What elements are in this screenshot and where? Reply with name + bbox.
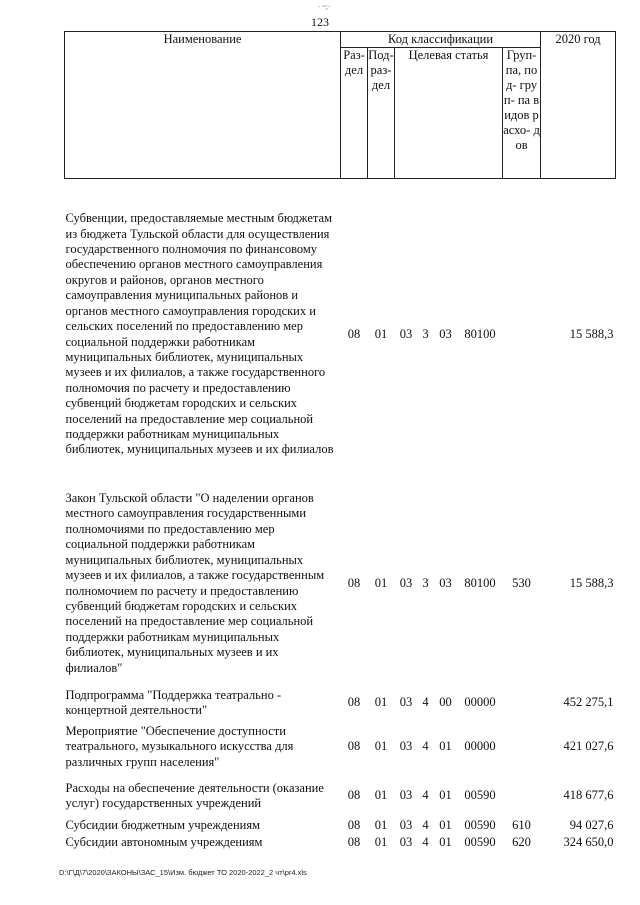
row-razdel: 08: [347, 326, 361, 341]
row-podrazdel: 01: [374, 835, 388, 850]
row-t1: 03: [399, 575, 413, 590]
row-name: Мероприятие "Обеспечение доступности театрального, музыкального искусства для различных групп населения": [65, 723, 294, 769]
row-amount: 324 650,0: [563, 835, 614, 850]
row-t4: 00000: [464, 739, 496, 754]
table-row: [65, 818, 616, 835]
row-t1: 03: [399, 835, 413, 850]
row-t2: 4: [422, 788, 429, 803]
row-vid: [503, 189, 541, 481]
row-razdel: 08: [347, 788, 361, 803]
row-razdel: 08: [347, 695, 361, 710]
row-t3: 01: [439, 788, 452, 803]
row-vid: [503, 687, 541, 720]
header-section: Раз- дел: [341, 48, 368, 179]
table-row: [65, 835, 616, 852]
row-t2: 4: [422, 739, 429, 754]
row-t4: 00590: [464, 788, 496, 803]
row-t2: 3: [422, 326, 429, 341]
scan-mark: · ~;·: [318, 3, 331, 11]
row-podrazdel: 01: [374, 695, 388, 710]
table-header: [65, 32, 616, 179]
row-t4: 80100: [464, 326, 496, 341]
row-t1: 03: [399, 818, 413, 833]
row-name: Расходы на обеспечение деятельности (оказание услуг) государственных учреждений: [65, 780, 324, 810]
row-name: Субсидии бюджетным учреждениям: [65, 818, 261, 833]
row-name: Субвенции, предоставляемые местным бюджетам из бюджета Тульской области для осуществления государственного полномочия по финансовому обеспечению органов местного самоуправления округов и районов, органов местного самоуправления муниципальных районов и органов местного самоуправления городских и сельских поселений по предоставлению мер социальной поддержки работникам муниципальных библиотек, муниципальных музеев и их филиалов, а также государственного полномочия по расчету и предоставлению субвенций бюджетам городских и сельских поселений на предоставление мер социальной поддержки работникам муниципальных библиотек, муниципальных музеев и их филиалов: [65, 211, 334, 457]
row-razdel: 08: [347, 575, 361, 590]
row-amount: 94 027,6: [569, 818, 614, 833]
table-body: [65, 179, 616, 852]
row-podrazdel: 01: [374, 818, 388, 833]
budget-table: [64, 31, 616, 852]
row-amount: 418 677,6: [563, 788, 614, 803]
row-podrazdel: 01: [374, 326, 388, 341]
row-name: Закон Тульской области "О наделении органов местного самоуправления государственными полномочиями по предоставлению мер социальной поддержки работникам муниципальных библиотек, муниципальных музеев и их филиалов, а также государственным полномочием по расчету и предоставлению субвенций бюджетам городских и сельских поселений на предоставление мер социальной поддержки работникам муниципальных библиотек, муниципальных музеев и их филиалов": [65, 491, 325, 675]
row-t1: 03: [399, 695, 413, 710]
table-row: [65, 189, 616, 481]
row-vid: 530: [512, 575, 531, 590]
row-t3: 01: [439, 818, 452, 833]
table-row: [65, 481, 616, 687]
row-vid: [503, 775, 541, 818]
row-name: Подпрограмма "Поддержка театрально - концертной деятельности": [65, 687, 282, 717]
row-podrazdel: 01: [374, 739, 388, 754]
row-t4: 80100: [464, 575, 496, 590]
row-amount: 421 027,6: [563, 739, 614, 754]
row-t4: 00590: [464, 818, 496, 833]
row-podrazdel: 01: [374, 575, 388, 590]
row-t2: 4: [422, 695, 429, 710]
row-t3: 03: [439, 575, 452, 590]
row-razdel: 08: [347, 835, 361, 850]
row-amount: 452 275,1: [563, 695, 614, 710]
row-t2: 3: [422, 575, 429, 590]
header-subsection: Под- раз- дел: [368, 48, 395, 179]
row-t1: 03: [399, 739, 413, 754]
row-vid: [503, 720, 541, 775]
row-podrazdel: 01: [374, 788, 388, 803]
row-amount: 15 588,3: [569, 326, 614, 341]
row-t3: 01: [439, 835, 452, 850]
row-razdel: 08: [347, 818, 361, 833]
row-t2: 4: [422, 835, 429, 850]
page-number: 123: [311, 15, 329, 29]
row-t3: 03: [439, 326, 452, 341]
row-t4: 00000: [464, 695, 496, 710]
row-t4: 00590: [464, 835, 496, 850]
header-expense-group: Груп- па, под- груп- па видов расхо- дов: [503, 48, 541, 179]
header-year: 2020 год: [541, 32, 616, 179]
header-name: Наименование: [65, 32, 341, 179]
row-t1: 03: [399, 326, 413, 341]
table-row: [65, 687, 616, 720]
header-target: Целевая статья: [395, 48, 503, 179]
spacer-row: [65, 179, 616, 189]
row-vid: 610: [512, 818, 531, 833]
table-row: [65, 775, 616, 818]
row-razdel: 08: [347, 739, 361, 754]
row-vid: 620: [512, 835, 531, 850]
row-t1: 03: [399, 788, 413, 803]
row-name: Субсидии автономным учреждениям: [65, 835, 263, 850]
row-t2: 4: [422, 818, 429, 833]
table-row: [65, 720, 616, 775]
row-t3: 01: [439, 739, 452, 754]
row-t3: 00: [439, 695, 452, 710]
header-code-group: Код классификации: [341, 32, 541, 48]
row-amount: 15 588,3: [569, 575, 614, 590]
file-path-footer: D:\Г\Д\7\2020\ЗАКОНЫ\ЗАС_15\Изм. бюджет ТО 2020-2022_2 чт\pr4.xls: [59, 868, 307, 877]
